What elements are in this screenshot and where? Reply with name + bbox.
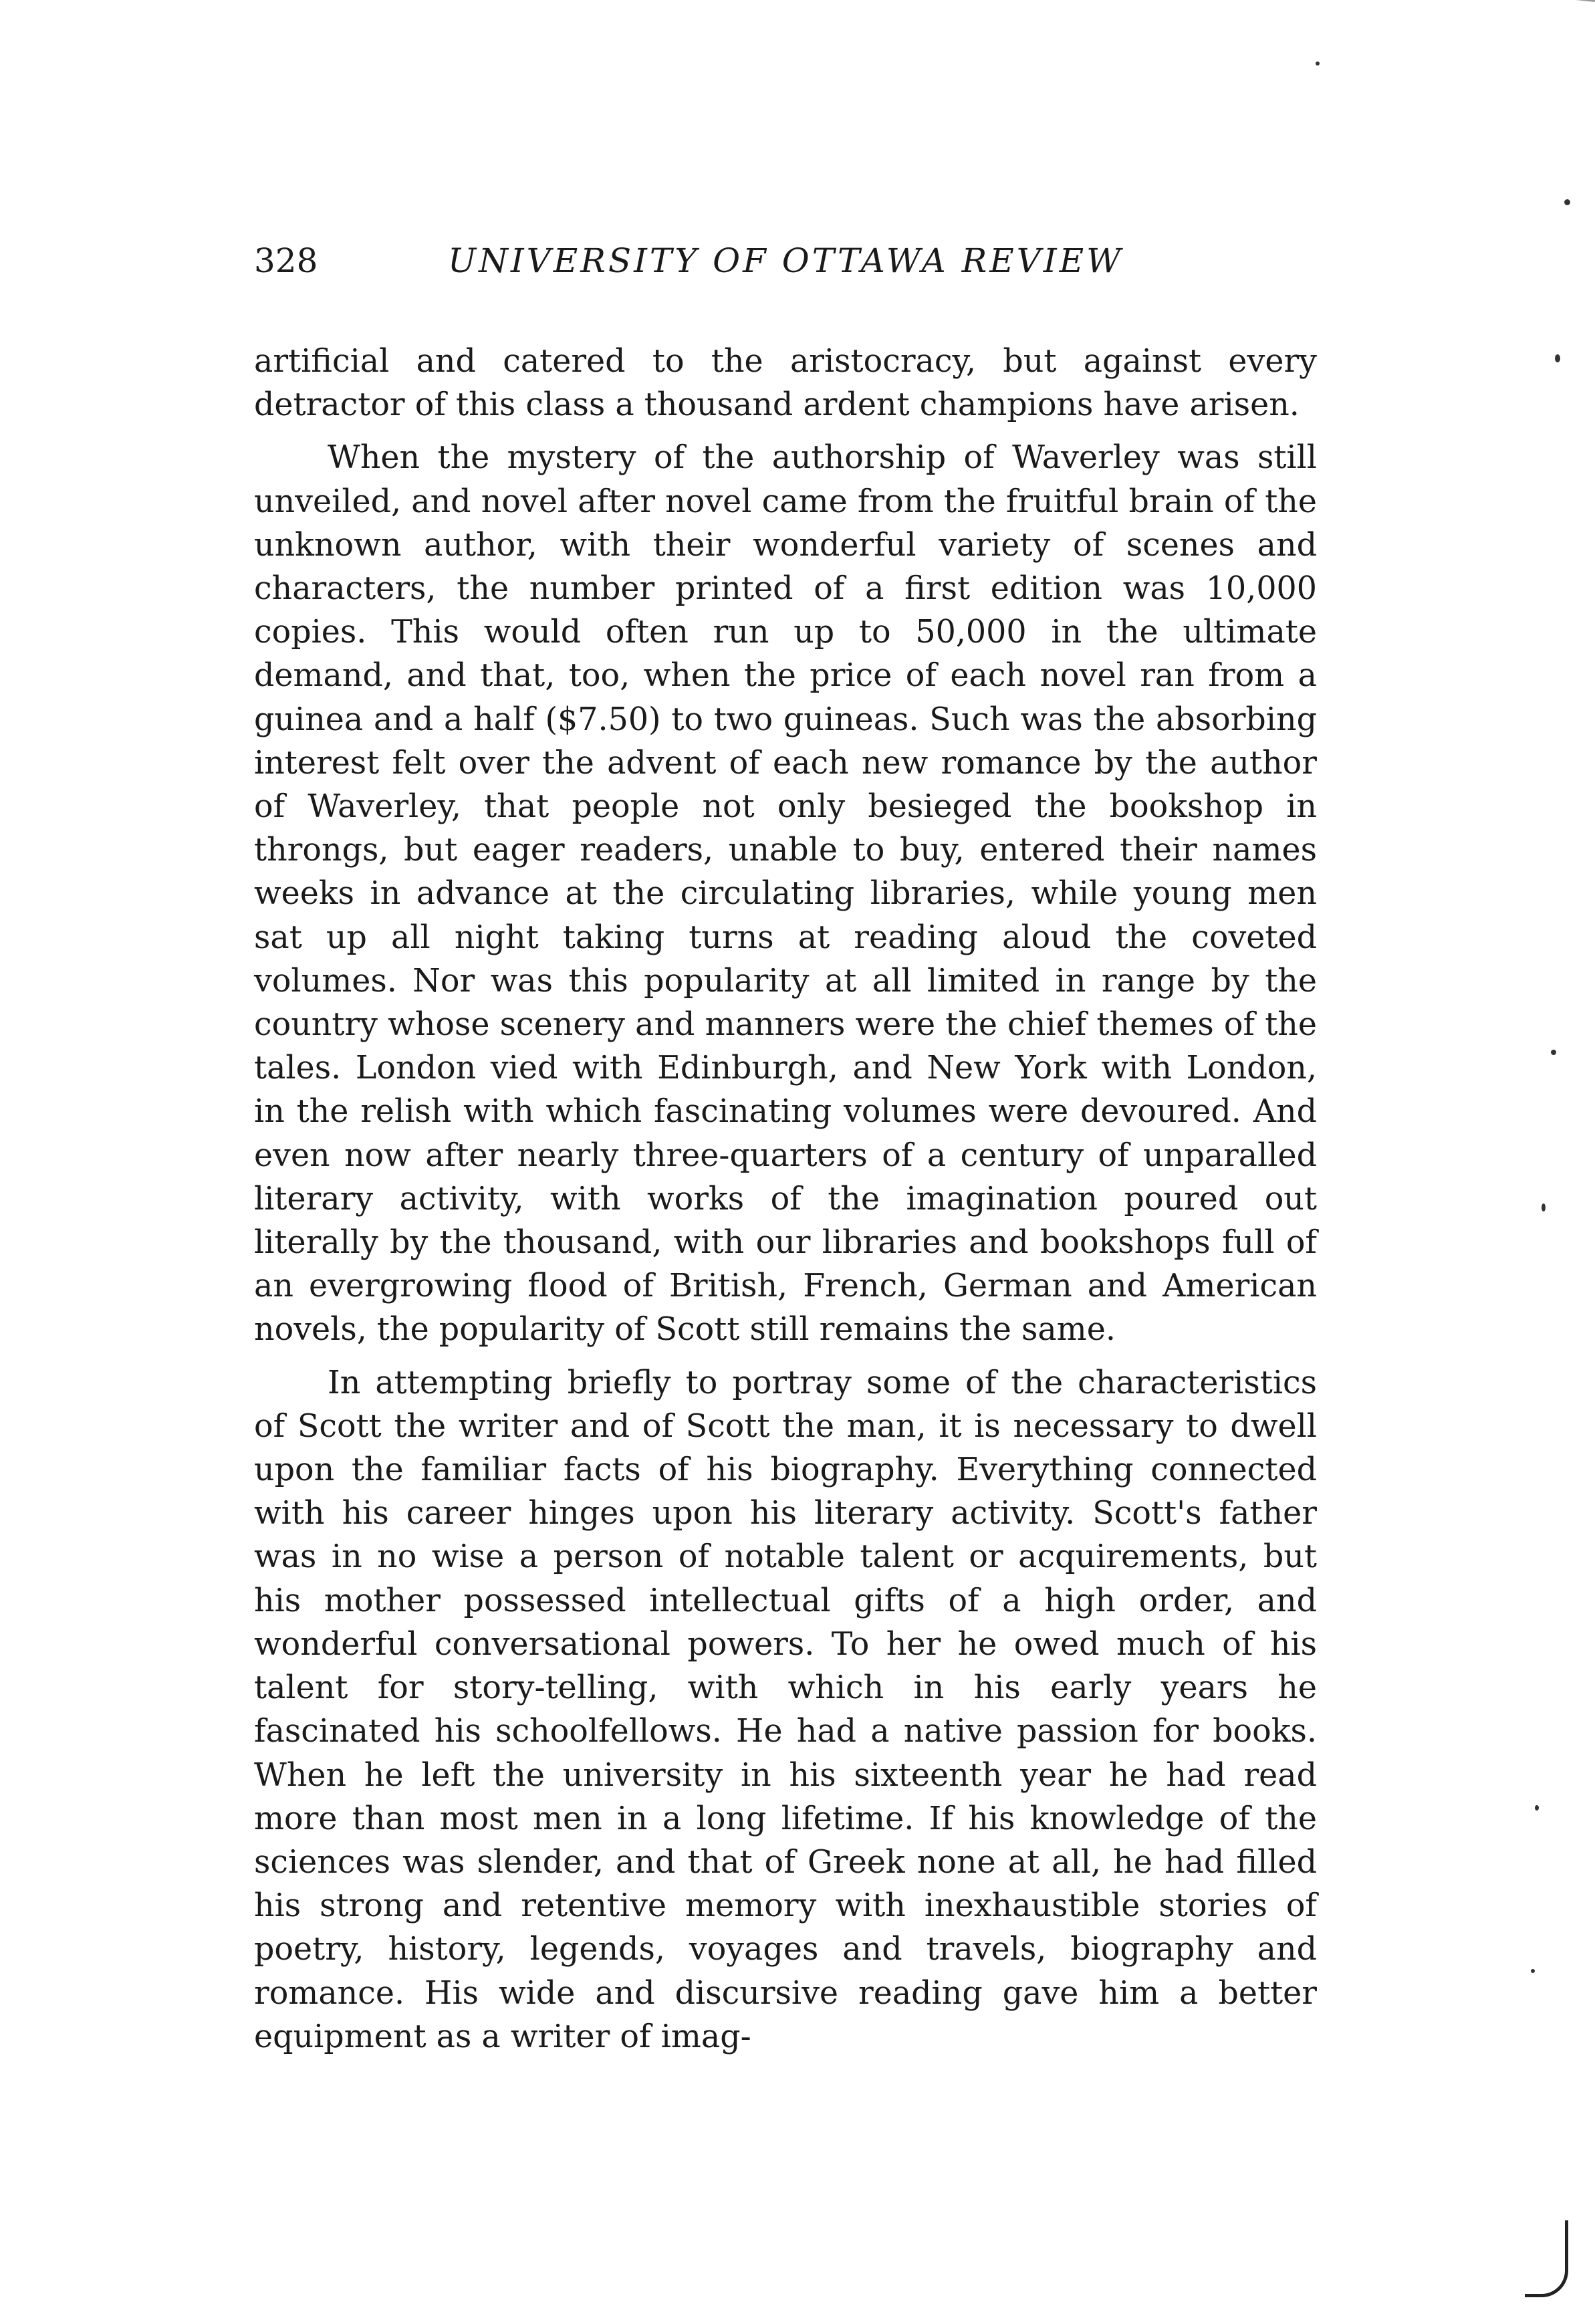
running-title: UNIVERSITY OF OTTAWA REVIEW [448, 241, 1124, 280]
scan-speck [1535, 1805, 1539, 1811]
scan-speck [1542, 1203, 1546, 1211]
paragraph-2: When the mystery of the authorship of Waverley was still unveiled, and novel after novel came from the fruitful brain of the unknown author, with their wonderful variety of scenes and characters, the number printed of a first edition was 10,000 copies. This would often run up to 50,000 in the ultimate demand, and that, too, when the price of each novel ran from a guinea and a half ($7.50) to two guineas. Such was the absorbing interest felt over the advent of each new romance by the author of Waverley, that people not only besieged the bookshop in throngs, but eager readers, unable to buy, entered their names weeks in advance at the circulating libraries, while young men sat up all night taking turns at reading aloud the coveted volumes. Nor was this popularity at all limited in range by the country whose scenery and manners were the chief themes of the tales. London vied with Edinburgh, and New York with London, in the relish with which fascinating volumes were devoured. And even now after nearly three-quarters of a century of unparalled literary activity, with works of the imagination poured out literally by the thousand, with our libraries and bookshops full of an evergrowing flood of British, French, German and American novels, the popularity of Scott still remains the same. [254, 439, 1317, 1349]
scan-speck [1316, 62, 1320, 66]
scan-edge-mark [1533, 0, 1595, 18]
scan-speck [1555, 354, 1560, 362]
scan-speck [1564, 199, 1570, 205]
scan-speck [1551, 1050, 1556, 1055]
paragraph-3: In attempting briefly to portray some of the characteristics of Scott the writer and of Scott the man, it is necessary to dwell upon the familiar facts of his biography. Everything connected with his career hinges upon his literary activity. Scott's father was in no wise a person of notable talent or acquirements, but his mother possessed intellectual gifts of a high order, and wonderful conversational powers. To her he owed much of his talent for story-telling, with which in his early years he fascinated his schoolfellows. He had a native passion for books. When he left the university in his sixteenth year he had read more than most men in a long lifetime. If his knowledge of the sciences was slender, and that of Greek none at all, he had filled his strong and retentive memory with inexhaustible stories of poetry, history, legends, voyages and travels, biography and romance. His wide and discursive reading gave him a better equipment as a writer of imag- [254, 1364, 1317, 2055]
page-corner-mark [1525, 2220, 1568, 2297]
page-number: 328 [254, 241, 318, 280]
paragraph-1: artificial and catered to the aristocracy, but against every detractor of this class a thousand ardent champions have arisen. [254, 343, 1317, 424]
page-header [254, 234, 1324, 287]
body-text [254, 340, 1317, 2059]
scan-speck [1531, 1969, 1535, 1973]
